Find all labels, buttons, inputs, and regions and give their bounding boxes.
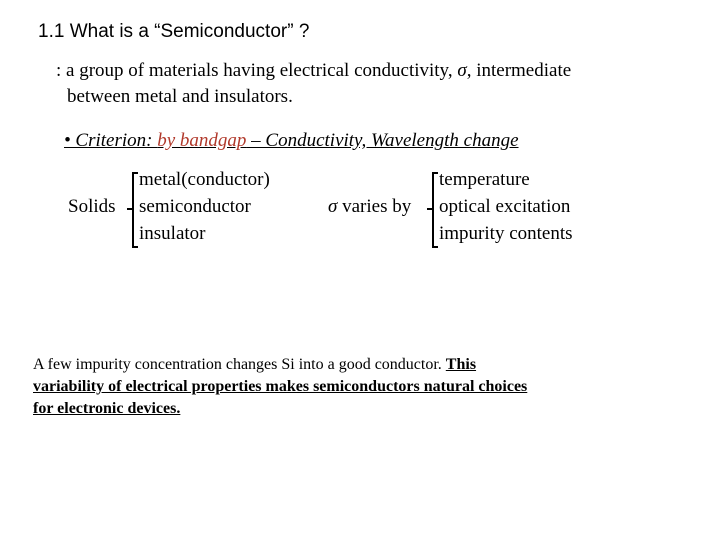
slide-title: 1.1 What is a “Semiconductor” ? [38, 21, 310, 42]
criterion-suffix: – Conductivity, Wavelength change [246, 130, 519, 151]
summary-paragraph [33, 354, 673, 420]
solids-item-semiconductor: semiconductor [139, 196, 251, 217]
varies-text: varies by [337, 196, 412, 217]
criterion-prefix: • Criterion: [64, 130, 158, 151]
definition-line-2: between metal and insulators. [67, 86, 293, 107]
varies-item-optical: optical excitation [439, 196, 571, 217]
solids-label: Solids [68, 196, 116, 217]
criterion-line [64, 130, 519, 152]
solids-item-metal: metal(conductor) [139, 169, 270, 190]
paragraph-line-1 [33, 354, 673, 376]
paragraph-line-2: variability of electrical properties makes semiconductors natural choices [33, 378, 528, 395]
solids-item-insulator: insulator [139, 223, 206, 244]
paragraph-line-1-underlined: This [445, 356, 477, 373]
criterion-highlight: by bandgap [157, 130, 247, 151]
sigma-symbol: σ [457, 60, 467, 81]
sigma-symbol: σ [328, 196, 338, 217]
varies-item-temperature: temperature [439, 169, 530, 190]
paragraph-line-1-plain: A few impurity concentration changes Si into a good conductor. [33, 356, 446, 373]
paragraph-line-3: for electronic devices. [33, 400, 181, 417]
definition-suffix: , intermediate [466, 60, 572, 81]
varies-label [328, 196, 411, 218]
varies-item-impurity: impurity contents [439, 223, 573, 244]
definition-prefix: : a group of materials having electrical conductivity, [56, 60, 458, 81]
definition-line-1 [56, 60, 571, 82]
